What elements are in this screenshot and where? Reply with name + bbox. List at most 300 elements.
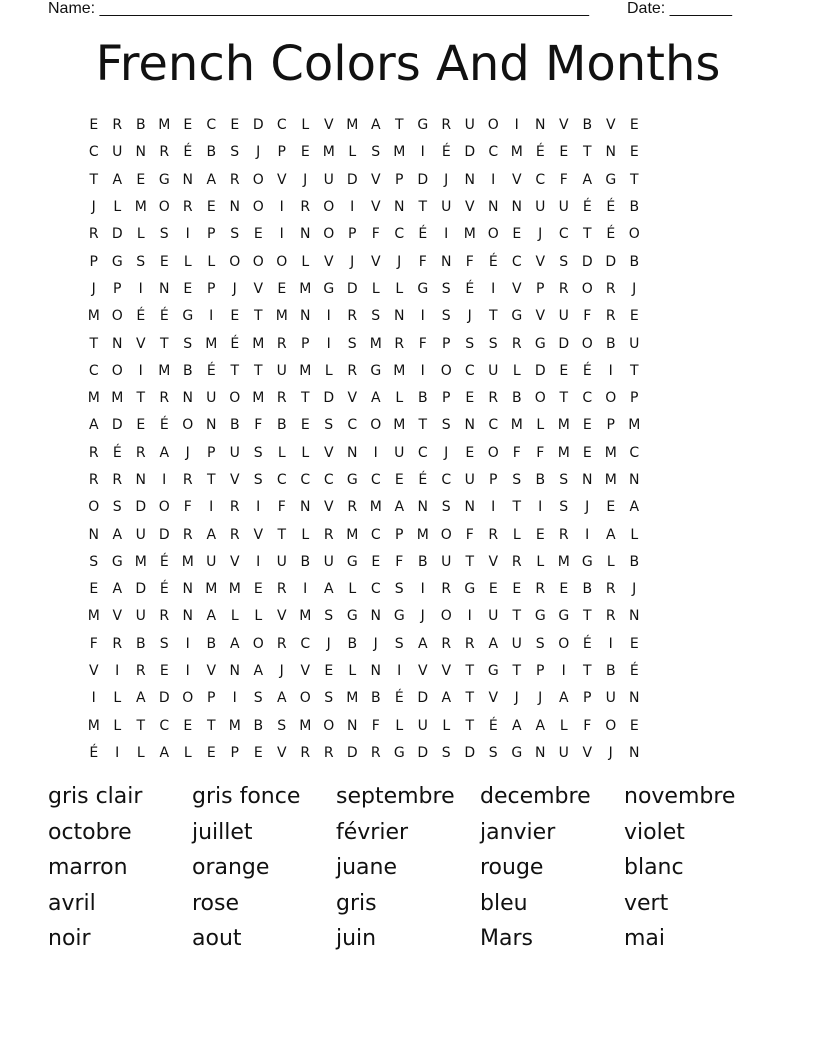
grid-letter[interactable]: L: [254, 608, 263, 625]
grid-letter[interactable]: T: [629, 362, 639, 379]
grid-letter[interactable]: U: [441, 199, 452, 216]
grid-letter[interactable]: R: [159, 390, 170, 407]
grid-letter[interactable]: P: [489, 472, 498, 488]
grid-letter[interactable]: I: [326, 335, 331, 352]
grid-letter[interactable]: D: [158, 526, 170, 543]
grid-letter[interactable]: A: [394, 499, 405, 516]
grid-letter[interactable]: M: [604, 472, 617, 488]
grid-letter[interactable]: T: [582, 663, 592, 680]
grid-letter[interactable]: P: [442, 335, 451, 352]
grid-letter[interactable]: O: [581, 280, 593, 297]
grid-letter[interactable]: O: [534, 390, 546, 407]
grid-letter[interactable]: M: [158, 362, 171, 379]
grid-letter[interactable]: O: [252, 635, 264, 652]
grid-letter[interactable]: R: [182, 199, 193, 216]
grid-letter[interactable]: C: [558, 226, 569, 243]
grid-letter[interactable]: U: [112, 144, 123, 161]
grid-letter[interactable]: J: [632, 581, 637, 598]
grid-letter[interactable]: S: [465, 335, 475, 352]
grid-letter[interactable]: G: [346, 553, 358, 570]
grid-letter[interactable]: D: [158, 690, 170, 707]
grid-letter[interactable]: R: [370, 744, 381, 761]
grid-letter[interactable]: G: [417, 280, 429, 297]
grid-letter[interactable]: R: [88, 444, 99, 461]
grid-letter[interactable]: M: [557, 417, 570, 434]
grid-letter[interactable]: O: [370, 417, 382, 434]
grid-letter[interactable]: E: [89, 117, 99, 134]
grid-letter[interactable]: T: [512, 608, 522, 625]
grid-letter[interactable]: M: [322, 144, 335, 161]
grid-letter[interactable]: A: [206, 608, 217, 625]
grid-letter[interactable]: D: [605, 253, 617, 270]
grid-letter[interactable]: O: [323, 717, 335, 734]
grid-letter[interactable]: R: [229, 171, 240, 188]
grid-letter[interactable]: D: [135, 499, 147, 516]
grid-letter[interactable]: V: [276, 608, 287, 625]
grid-letter[interactable]: S: [159, 226, 169, 243]
grid-letter[interactable]: U: [323, 171, 334, 188]
grid-letter[interactable]: A: [488, 635, 499, 652]
grid-letter[interactable]: V: [276, 744, 287, 761]
grid-letter[interactable]: N: [300, 226, 311, 243]
grid-letter[interactable]: R: [229, 526, 240, 543]
grid-letter[interactable]: U: [206, 390, 217, 407]
grid-letter[interactable]: F: [465, 253, 474, 270]
grid-letter[interactable]: S: [347, 335, 357, 352]
grid-letter[interactable]: F: [512, 444, 521, 461]
grid-letter[interactable]: V: [370, 253, 381, 270]
grid-letter[interactable]: É: [206, 362, 216, 379]
grid-letter[interactable]: U: [276, 553, 287, 570]
grid-letter[interactable]: O: [440, 608, 452, 625]
grid-letter[interactable]: M: [87, 608, 100, 625]
grid-letter[interactable]: N: [88, 526, 99, 543]
grid-letter[interactable]: J: [514, 690, 519, 707]
grid-letter[interactable]: N: [464, 171, 475, 188]
grid-letter[interactable]: C: [441, 472, 452, 488]
grid-letter[interactable]: B: [300, 553, 311, 570]
grid-letter[interactable]: A: [370, 117, 381, 134]
grid-letter[interactable]: É: [394, 690, 404, 707]
grid-letter[interactable]: T: [465, 553, 475, 570]
grid-letter[interactable]: I: [467, 608, 472, 625]
grid-letter[interactable]: E: [629, 117, 639, 134]
grid-letter[interactable]: E: [136, 417, 146, 434]
grid-letter[interactable]: M: [158, 117, 171, 134]
grid-letter[interactable]: S: [559, 472, 569, 488]
grid-letter[interactable]: G: [464, 581, 476, 598]
grid-letter[interactable]: C: [370, 526, 381, 543]
grid-letter[interactable]: E: [629, 635, 639, 652]
grid-letter[interactable]: D: [135, 581, 147, 598]
grid-letter[interactable]: N: [182, 581, 193, 598]
grid-letter[interactable]: S: [371, 144, 381, 161]
grid-letter[interactable]: M: [299, 362, 312, 379]
grid-letter[interactable]: F: [583, 308, 592, 325]
grid-letter[interactable]: O: [111, 362, 123, 379]
grid-letter[interactable]: M: [87, 717, 100, 734]
grid-letter[interactable]: C: [88, 144, 99, 161]
grid-letter[interactable]: É: [183, 144, 193, 161]
grid-letter[interactable]: M: [416, 526, 429, 543]
grid-letter[interactable]: S: [441, 308, 451, 325]
grid-letter[interactable]: L: [113, 717, 122, 734]
grid-letter[interactable]: N: [370, 608, 381, 625]
grid-letter[interactable]: V: [88, 663, 99, 680]
grid-letter[interactable]: N: [182, 390, 193, 407]
grid-letter[interactable]: I: [279, 199, 284, 216]
grid-letter[interactable]: R: [300, 744, 311, 761]
grid-letter[interactable]: C: [394, 226, 405, 243]
grid-letter[interactable]: C: [88, 362, 99, 379]
grid-letter[interactable]: D: [464, 144, 476, 161]
grid-letter[interactable]: G: [558, 608, 570, 625]
grid-letter[interactable]: I: [491, 280, 496, 297]
grid-letter[interactable]: R: [276, 390, 287, 407]
grid-letter[interactable]: V: [417, 663, 428, 680]
grid-letter[interactable]: B: [276, 417, 287, 434]
grid-letter[interactable]: I: [397, 663, 402, 680]
grid-letter[interactable]: É: [112, 444, 122, 461]
grid-letter[interactable]: S: [512, 472, 522, 488]
grid-letter[interactable]: J: [326, 635, 331, 652]
grid-letter[interactable]: B: [370, 690, 381, 707]
grid-letter[interactable]: T: [89, 171, 99, 188]
grid-letter[interactable]: E: [183, 117, 193, 134]
grid-letter[interactable]: I: [538, 499, 543, 516]
grid-letter[interactable]: S: [559, 253, 569, 270]
grid-letter[interactable]: P: [207, 690, 216, 707]
grid-letter[interactable]: E: [559, 581, 569, 598]
grid-letter[interactable]: J: [538, 690, 543, 707]
grid-letter[interactable]: L: [512, 526, 521, 543]
grid-letter[interactable]: B: [582, 581, 593, 598]
grid-letter[interactable]: V: [535, 253, 546, 270]
grid-letter[interactable]: V: [229, 553, 240, 570]
grid-letter[interactable]: P: [301, 335, 310, 352]
grid-letter[interactable]: L: [536, 553, 545, 570]
grid-letter[interactable]: G: [393, 608, 405, 625]
grid-letter[interactable]: É: [159, 581, 169, 598]
grid-letter[interactable]: S: [559, 499, 569, 516]
grid-letter[interactable]: R: [347, 499, 358, 516]
grid-letter[interactable]: A: [582, 171, 593, 188]
grid-letter[interactable]: P: [606, 417, 615, 434]
grid-letter[interactable]: M: [604, 444, 617, 461]
grid-letter[interactable]: J: [420, 608, 425, 625]
grid-letter[interactable]: O: [252, 199, 264, 216]
grid-letter[interactable]: T: [159, 335, 169, 352]
grid-letter[interactable]: P: [442, 390, 451, 407]
grid-letter[interactable]: U: [417, 717, 428, 734]
grid-letter[interactable]: U: [488, 362, 499, 379]
grid-letter[interactable]: R: [605, 308, 616, 325]
grid-letter[interactable]: R: [229, 499, 240, 516]
grid-letter[interactable]: R: [276, 581, 287, 598]
grid-letter[interactable]: S: [89, 553, 99, 570]
grid-letter[interactable]: D: [111, 226, 123, 243]
grid-letter[interactable]: J: [303, 171, 308, 188]
grid-letter[interactable]: R: [323, 526, 334, 543]
grid-letter[interactable]: C: [370, 581, 381, 598]
grid-letter[interactable]: L: [536, 417, 545, 434]
grid-letter[interactable]: T: [582, 226, 592, 243]
grid-letter[interactable]: M: [181, 553, 194, 570]
grid-letter[interactable]: N: [629, 744, 640, 761]
grid-letter[interactable]: C: [488, 144, 499, 161]
grid-letter[interactable]: E: [136, 171, 146, 188]
grid-letter[interactable]: E: [230, 117, 240, 134]
grid-letter[interactable]: B: [229, 417, 240, 434]
grid-letter[interactable]: D: [464, 744, 476, 761]
grid-letter[interactable]: B: [206, 144, 217, 161]
grid-letter[interactable]: R: [135, 663, 146, 680]
grid-letter[interactable]: I: [115, 744, 120, 761]
grid-letter[interactable]: T: [465, 663, 475, 680]
grid-letter[interactable]: B: [629, 553, 640, 570]
grid-letter[interactable]: B: [417, 553, 428, 570]
grid-letter[interactable]: N: [159, 280, 170, 297]
grid-letter[interactable]: É: [418, 472, 428, 488]
grid-letter[interactable]: M: [369, 499, 382, 516]
grid-letter[interactable]: I: [561, 663, 566, 680]
grid-letter[interactable]: D: [252, 117, 264, 134]
grid-letter[interactable]: U: [135, 526, 146, 543]
grid-letter[interactable]: I: [420, 581, 425, 598]
grid-letter[interactable]: D: [534, 362, 546, 379]
grid-letter[interactable]: A: [112, 526, 123, 543]
grid-letter[interactable]: J: [91, 199, 96, 216]
grid-letter[interactable]: S: [136, 253, 146, 270]
grid-letter[interactable]: U: [629, 335, 640, 352]
grid-letter[interactable]: O: [276, 253, 288, 270]
grid-letter[interactable]: A: [605, 526, 616, 543]
grid-letter[interactable]: E: [183, 717, 193, 734]
grid-letter[interactable]: S: [324, 417, 334, 434]
grid-letter[interactable]: P: [207, 444, 216, 461]
grid-letter[interactable]: N: [135, 472, 146, 488]
grid-letter[interactable]: I: [585, 526, 590, 543]
grid-letter[interactable]: B: [629, 199, 640, 216]
grid-letter[interactable]: M: [87, 308, 100, 325]
grid-letter[interactable]: S: [183, 335, 193, 352]
grid-letter[interactable]: G: [346, 608, 358, 625]
grid-letter[interactable]: A: [629, 499, 640, 516]
grid-letter[interactable]: É: [629, 663, 639, 680]
grid-letter[interactable]: E: [300, 144, 310, 161]
grid-letter[interactable]: M: [557, 553, 570, 570]
grid-letter[interactable]: S: [112, 499, 122, 516]
grid-letter[interactable]: P: [113, 280, 122, 297]
grid-letter[interactable]: G: [581, 553, 593, 570]
grid-letter[interactable]: L: [512, 362, 521, 379]
grid-letter[interactable]: N: [629, 472, 640, 488]
grid-letter[interactable]: M: [252, 390, 265, 407]
grid-letter[interactable]: N: [347, 444, 358, 461]
grid-letter[interactable]: C: [323, 472, 334, 488]
grid-letter[interactable]: R: [605, 280, 616, 297]
grid-letter[interactable]: C: [300, 635, 311, 652]
grid-letter[interactable]: I: [608, 635, 613, 652]
grid-letter[interactable]: É: [159, 308, 169, 325]
grid-letter[interactable]: U: [464, 472, 475, 488]
grid-letter[interactable]: C: [206, 117, 217, 134]
grid-letter[interactable]: N: [535, 117, 546, 134]
grid-letter[interactable]: V: [112, 608, 123, 625]
grid-letter[interactable]: J: [350, 253, 355, 270]
grid-letter[interactable]: E: [159, 253, 169, 270]
grid-letter[interactable]: E: [183, 280, 193, 297]
grid-letter[interactable]: I: [420, 362, 425, 379]
grid-letter[interactable]: C: [582, 390, 593, 407]
grid-letter[interactable]: E: [488, 581, 498, 598]
grid-letter[interactable]: N: [535, 744, 546, 761]
grid-letter[interactable]: É: [582, 635, 592, 652]
grid-letter[interactable]: N: [629, 690, 640, 707]
grid-letter[interactable]: L: [348, 144, 357, 161]
grid-letter[interactable]: M: [557, 444, 570, 461]
grid-letter[interactable]: M: [369, 335, 382, 352]
grid-letter[interactable]: O: [440, 526, 452, 543]
grid-letter[interactable]: F: [418, 335, 427, 352]
grid-letter[interactable]: T: [512, 499, 522, 516]
grid-letter[interactable]: N: [182, 608, 193, 625]
grid-letter[interactable]: V: [582, 744, 593, 761]
grid-letter[interactable]: B: [535, 472, 546, 488]
grid-letter[interactable]: É: [488, 717, 498, 734]
grid-letter[interactable]: F: [559, 171, 568, 188]
grid-letter[interactable]: V: [535, 308, 546, 325]
grid-letter[interactable]: E: [159, 663, 169, 680]
grid-letter[interactable]: D: [558, 335, 570, 352]
grid-letter[interactable]: I: [256, 553, 261, 570]
grid-letter[interactable]: A: [159, 744, 170, 761]
grid-letter[interactable]: S: [230, 144, 240, 161]
grid-letter[interactable]: N: [488, 199, 499, 216]
grid-letter[interactable]: G: [511, 308, 523, 325]
grid-letter[interactable]: É: [606, 226, 616, 243]
grid-letter[interactable]: L: [395, 390, 404, 407]
grid-letter[interactable]: A: [511, 717, 522, 734]
grid-letter[interactable]: C: [370, 472, 381, 488]
grid-letter[interactable]: P: [207, 226, 216, 243]
grid-letter[interactable]: O: [323, 226, 335, 243]
grid-letter[interactable]: P: [395, 171, 404, 188]
grid-letter[interactable]: I: [514, 117, 519, 134]
grid-letter[interactable]: T: [394, 117, 404, 134]
grid-letter[interactable]: R: [112, 472, 123, 488]
grid-letter[interactable]: B: [417, 390, 428, 407]
grid-letter[interactable]: M: [111, 390, 124, 407]
grid-letter[interactable]: V: [229, 472, 240, 488]
grid-letter[interactable]: P: [536, 280, 545, 297]
grid-letter[interactable]: O: [252, 253, 264, 270]
grid-letter[interactable]: R: [323, 744, 334, 761]
grid-letter[interactable]: L: [113, 690, 122, 707]
grid-letter[interactable]: G: [534, 608, 546, 625]
grid-letter[interactable]: S: [253, 472, 263, 488]
grid-letter[interactable]: E: [512, 226, 522, 243]
grid-letter[interactable]: T: [559, 390, 569, 407]
grid-letter[interactable]: N: [135, 144, 146, 161]
grid-letter[interactable]: C: [535, 171, 546, 188]
grid-letter[interactable]: F: [371, 226, 380, 243]
grid-letter[interactable]: L: [183, 253, 192, 270]
grid-letter[interactable]: S: [394, 635, 404, 652]
grid-letter[interactable]: F: [536, 444, 545, 461]
grid-letter[interactable]: N: [629, 608, 640, 625]
grid-letter[interactable]: A: [276, 690, 287, 707]
grid-letter[interactable]: T: [488, 308, 498, 325]
grid-letter[interactable]: B: [206, 635, 217, 652]
grid-letter[interactable]: R: [394, 335, 405, 352]
grid-letter[interactable]: E: [559, 144, 569, 161]
grid-letter[interactable]: D: [111, 417, 123, 434]
grid-letter[interactable]: R: [511, 553, 522, 570]
grid-letter[interactable]: N: [582, 472, 593, 488]
grid-letter[interactable]: S: [441, 499, 451, 516]
grid-letter[interactable]: A: [112, 581, 123, 598]
grid-letter[interactable]: R: [135, 444, 146, 461]
grid-letter[interactable]: O: [229, 390, 241, 407]
grid-letter[interactable]: I: [256, 499, 261, 516]
grid-letter[interactable]: J: [444, 171, 449, 188]
grid-letter[interactable]: C: [629, 444, 640, 461]
grid-letter[interactable]: E: [371, 553, 381, 570]
grid-letter[interactable]: I: [491, 171, 496, 188]
grid-letter[interactable]: P: [207, 280, 216, 297]
grid-letter[interactable]: U: [276, 362, 287, 379]
grid-letter[interactable]: D: [417, 744, 429, 761]
grid-letter[interactable]: T: [418, 199, 428, 216]
grid-letter[interactable]: O: [558, 635, 570, 652]
grid-letter[interactable]: O: [111, 308, 123, 325]
grid-letter[interactable]: U: [441, 553, 452, 570]
grid-letter[interactable]: E: [629, 308, 639, 325]
grid-letter[interactable]: C: [417, 444, 428, 461]
grid-letter[interactable]: N: [441, 253, 452, 270]
grid-letter[interactable]: R: [88, 472, 99, 488]
grid-letter[interactable]: R: [441, 117, 452, 134]
grid-letter[interactable]: I: [162, 472, 167, 488]
grid-letter[interactable]: D: [346, 744, 358, 761]
grid-letter[interactable]: I: [185, 635, 190, 652]
grid-letter[interactable]: G: [370, 362, 382, 379]
grid-letter[interactable]: S: [277, 717, 287, 734]
grid-letter[interactable]: T: [206, 472, 216, 488]
grid-letter[interactable]: É: [582, 362, 592, 379]
grid-letter[interactable]: R: [605, 581, 616, 598]
grid-letter[interactable]: U: [206, 553, 217, 570]
grid-letter[interactable]: V: [488, 690, 499, 707]
grid-letter[interactable]: G: [511, 744, 523, 761]
grid-letter[interactable]: O: [440, 362, 452, 379]
grid-letter[interactable]: E: [89, 581, 99, 598]
grid-letter[interactable]: A: [253, 663, 264, 680]
grid-letter[interactable]: C: [511, 253, 522, 270]
grid-letter[interactable]: J: [232, 280, 237, 297]
grid-letter[interactable]: R: [159, 144, 170, 161]
grid-letter[interactable]: N: [394, 199, 405, 216]
grid-letter[interactable]: M: [205, 581, 218, 598]
grid-letter[interactable]: M: [299, 608, 312, 625]
grid-letter[interactable]: D: [346, 280, 358, 297]
grid-letter[interactable]: V: [441, 663, 452, 680]
grid-letter[interactable]: R: [488, 390, 499, 407]
grid-letter[interactable]: E: [629, 717, 639, 734]
grid-letter[interactable]: G: [182, 308, 194, 325]
grid-letter[interactable]: E: [606, 499, 616, 516]
